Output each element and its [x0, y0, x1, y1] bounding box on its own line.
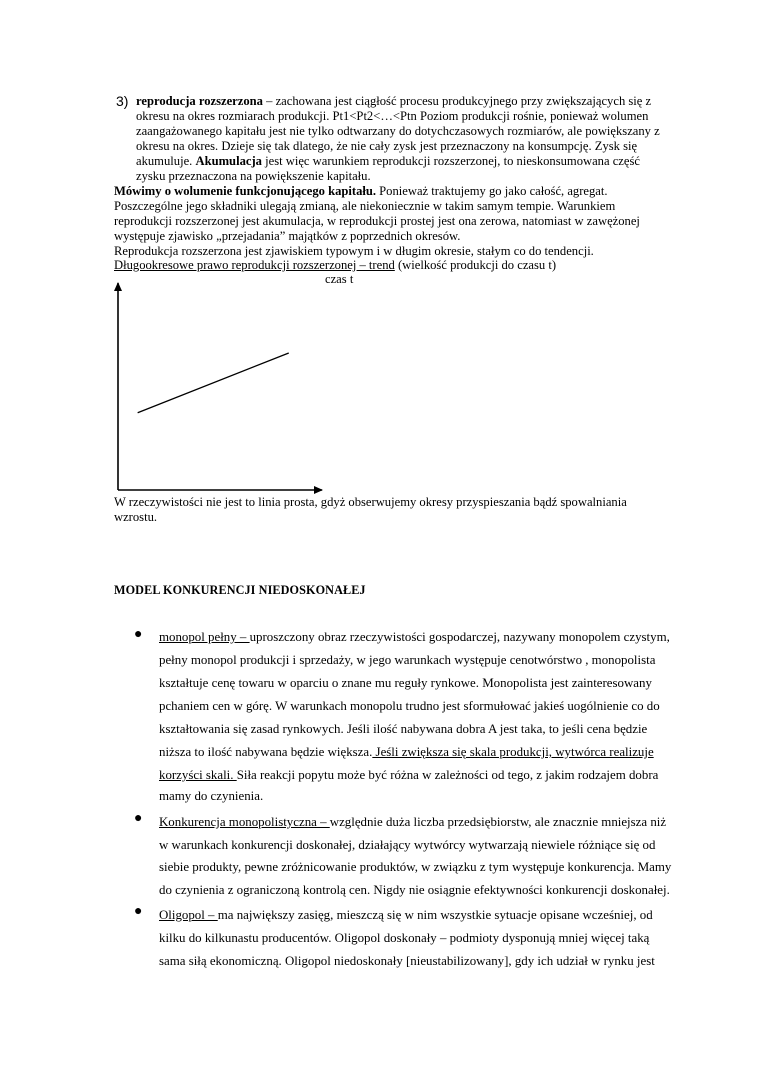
paragraph-line: akumuluje. Akumulacja jest więc warunkiem reprodukcji rozszerzonej, to nieskonsumowana część — [136, 154, 640, 168]
paragraph-line: okresu na okres. Dzieje się tak dlatego, że nie cały zysk jest przeznaczony na konsumpcję. Zysk się — [136, 139, 638, 153]
bullet-icon: ● — [134, 811, 143, 826]
paragraph-line: zaangażowanego kapitału jest nie tylko odtwarzany do dotychczasowych rozmiarów, ale powiększany z — [136, 124, 660, 138]
list-item-line: kształtuje cenę towaru w oparciu o znane mu reguły rynkowe. Monopolista jest zainteresowany — [159, 676, 652, 690]
item-number: 3) — [116, 93, 129, 109]
list-item-line: do czynienia z ograniczoną kontrolą cen. Nigdy nie osiągnie efektywności konkurencji doskonałej. — [159, 883, 670, 897]
bullet-icon: ● — [134, 627, 143, 642]
paragraph-line: wzrostu. — [114, 510, 158, 524]
list-item-line: kilku do kilkunastu producentów. Oligopol doskonały – podmioty dysponują mniej więcej taką — [159, 931, 650, 945]
list-item-line: korzyści skali. Siła reakcji popytu może być różna w zależności od tego, z jakim rodzajem dobra — [159, 768, 659, 782]
time-axis-label: czas t — [325, 272, 354, 286]
paragraph-line: występuje zjawisko „przejadania” majątków z poprzednich okresów. — [114, 229, 461, 243]
paragraph-line: Mówimy o wolumenie funkcjonującego kapitału. Ponieważ traktujemy go jako całość, agregat. — [114, 184, 608, 198]
list-item-line: pchaniem cen w górę. W warunkach monopolu trudno jest sformułować jakieś uogólnienie co do — [159, 699, 660, 713]
paragraph-line: okresu na okres rozmiarach produkcji. Pt1<Pt2<…<Ptn Poziom produkcji rośnie, ponieważ wolumen — [136, 109, 649, 123]
paragraph-line: W rzeczywistości nie jest to linia prosta, gdyż obserwujemy okresy przyspieszania bądź spowalniania — [114, 495, 627, 509]
term-oligopol: Oligopol – — [159, 908, 218, 922]
list-item-line: mamy do czynienia. — [159, 789, 264, 803]
paragraph-line: Poszczególne jego składniki ulegają zmianą, ale niekoniecznie w takim samym tempie. Warunkiem — [114, 199, 616, 213]
list-item-line: niższa to ilość nabywana będzie większa. Jeśli zwiększa się skala produkcji, wytwórca realizuje — [159, 745, 654, 759]
list-item-line: kształtowania się zasad rynkowych. Jeśli ilość nabywana dobra A jest taka, to jeśli cena będzie — [159, 722, 648, 736]
paragraph-line: reprodukcji rozszerzonej jest akumulacja, w reprodukcji prostej jest ona zerowa, natomiast w zawężonej — [114, 214, 640, 228]
list-item-line: w warunkach konkurencji doskonałej, działający wytwórcy wytwarzają niewiele różniące się od — [159, 838, 656, 852]
paragraph-line: zysku przeznaczona na powiększenie kapitału. — [136, 169, 371, 183]
bold-statement: Mówimy o wolumenie funkcjonującego kapitału. — [114, 184, 377, 198]
paragraph-line: Reprodukcja rozszerzona jest zjawiskiem typowym i w długim okresie, stałym co do tendencji. — [114, 244, 594, 258]
list-item-line: Konkurencja monopolistyczna – względnie duża liczba przedsiębiorstw, ale znacznie mniejsza niż — [159, 815, 667, 829]
paragraph-line: reproducja rozszerzona – zachowana jest ciągłość procesu produkcyjnego przy zwiększających się z — [136, 94, 652, 108]
trend-law-heading: Długookresowe prawo reprodukcji rozszerzonej – trend — [114, 258, 395, 272]
bullet-icon: ● — [134, 904, 143, 919]
list-item-line: Oligopol – ma największy zasięg, mieszczą się w nim wszystkie sytuacje opisane wcześniej, od — [159, 908, 653, 922]
list-item-line: monopol pełny – uproszczony obraz rzeczywistości gospodarczej, nazywany monopolem czystym, — [159, 630, 670, 644]
trend-line — [138, 353, 289, 413]
term-monopol-pelny: monopol pełny – — [159, 630, 250, 644]
list-item-line: pełny monopol produkcji i sprzedaży, w jego warunkach występuje cenotwórstwo , monopolista — [159, 653, 656, 667]
paragraph-line: Długookresowe prawo reprodukcji rozszerzonej – trend (wielkość produkcji do czasu t) — [114, 258, 557, 272]
list-item-line: siebie produkty, pewne zróżnicowanie produktów, w związku z tym występuje konkurencja. Mamy — [159, 860, 672, 874]
term-konkurencja-monopolistyczna: Konkurencja monopolistyczna – — [159, 815, 330, 829]
list-item-line: sama siłą ekonomiczną. Oligopol niedoskonały [nieustabilizowany], gdy ich udział w rynku jest — [159, 954, 655, 968]
term-reprodukcja-rozszerzona: reproducja rozszerzona — [136, 94, 263, 108]
term-akumulacja: Akumulacja — [195, 154, 262, 168]
section-title: MODEL KONKURENCJI NIEDOSKONAŁEJ — [114, 583, 366, 597]
